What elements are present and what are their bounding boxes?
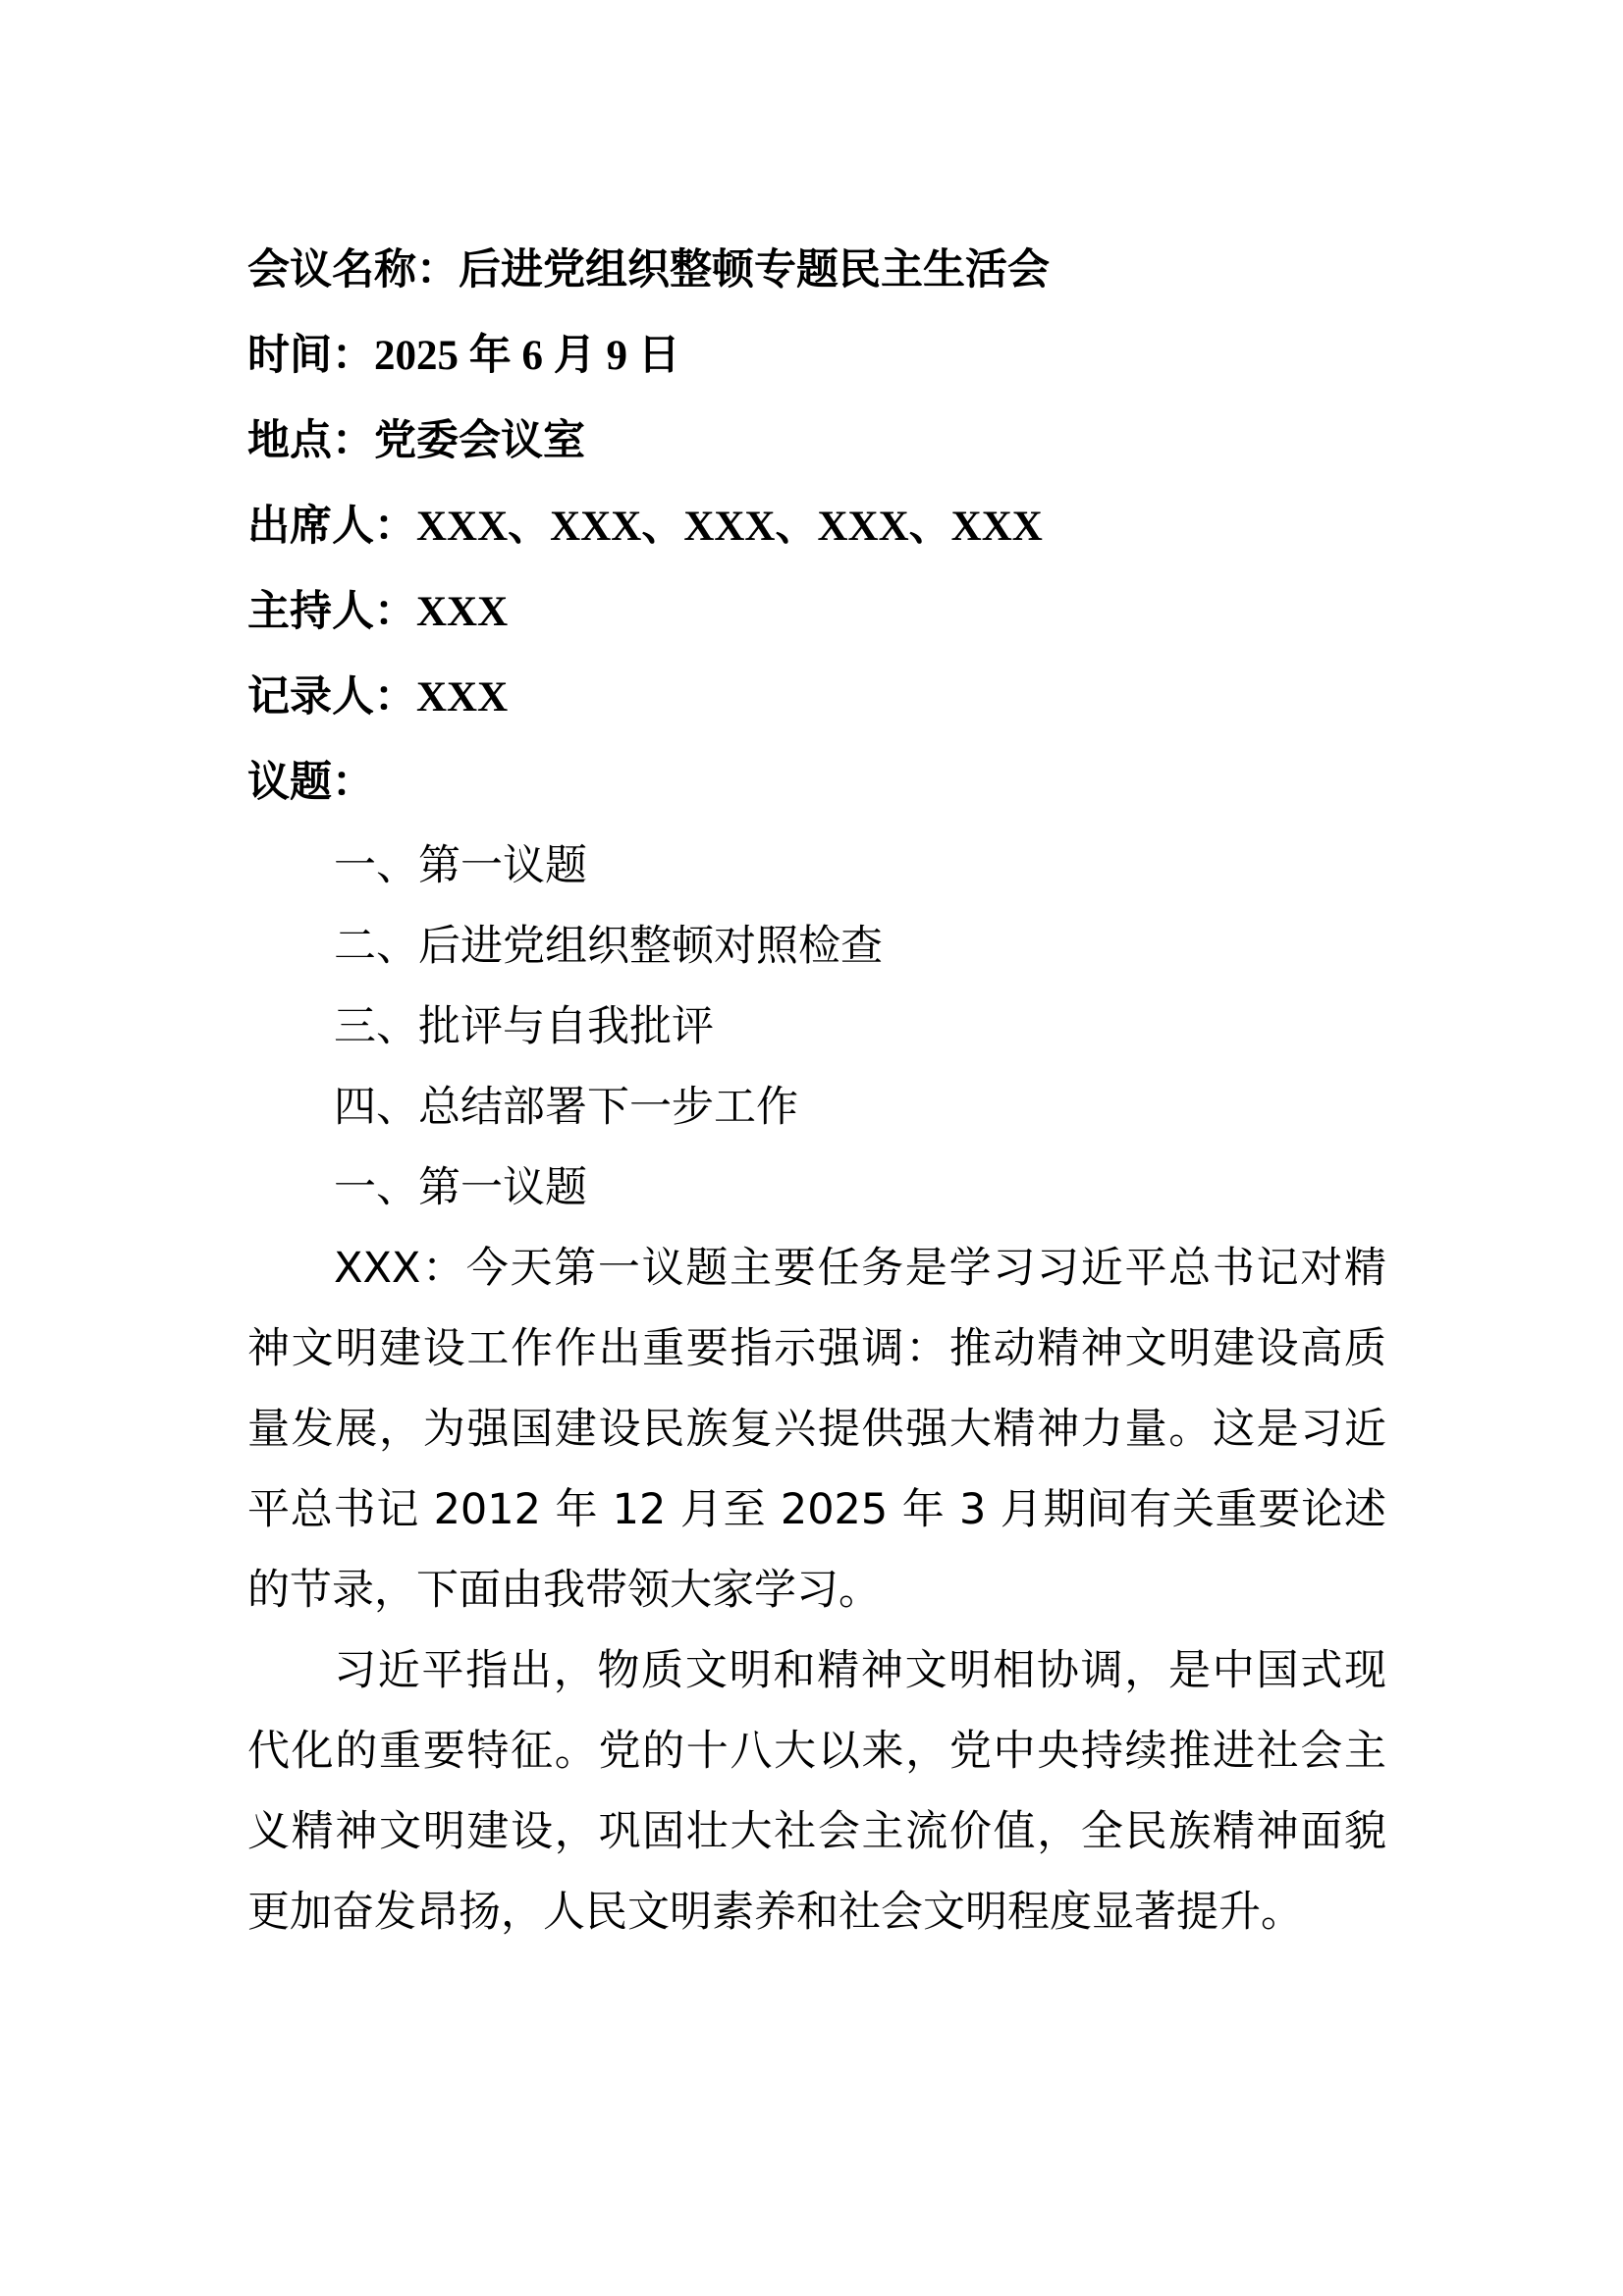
meeting-name-label: 会议名称： <box>247 245 459 294</box>
attendees-line <box>247 484 1386 569</box>
recorder-label: 记录人： <box>247 672 416 721</box>
agenda-item: 一、第一议题 <box>334 841 587 890</box>
location-value: 党委会议室 <box>374 416 585 465</box>
agenda-item: 三、批评与自我批评 <box>334 1002 714 1051</box>
agenda-item: 二、后进党组织整顿对照检查 <box>334 922 883 971</box>
recorder-line <box>247 655 1386 740</box>
location-line <box>247 399 1386 484</box>
document-page <box>247 228 1386 1952</box>
section-heading: 一、第一议题 <box>334 1163 587 1212</box>
host-line <box>247 569 1386 655</box>
agenda-label: 议题： <box>247 758 374 807</box>
time-line <box>247 313 1386 399</box>
meeting-name-line <box>247 228 1386 313</box>
body-paragraph: 习近平指出，物质文明和精神文明相协调，是中国式现代化的重要特征。党的十八大以来，党中央持续推进社会主义精神文明建设，巩固壮大社会主流价值，全民族精神面貌更加奋发昂扬，人民文明素养和社会文明程度显著提升。 <box>247 1646 1386 1937</box>
recorder-value: XXX <box>416 674 509 721</box>
host-label: 主持人： <box>247 587 416 636</box>
attendees-value: XXX、XXX、XXX、XXX、XXX <box>416 504 1043 550</box>
time-label: 时间： <box>247 331 374 380</box>
body-paragraph: XXX：今天第一议题主要任务是学习习近平总书记对精神文明建设工作作出重要指示强调：推动精神文明建设高质量发展，为强国建设民族复兴提供强大精神力量。这是习近平总书记 2012 年 12 月至 2025 年 3 月期间有关重要论述的节录，下面由我带领大家学习。 <box>247 1244 1386 1615</box>
meeting-name-value: 后进党组织整顿专题民主生活会 <box>459 245 1050 294</box>
agenda-list <box>247 826 1386 1148</box>
agenda-item: 四、总结部署下一步工作 <box>334 1083 798 1132</box>
host-value: XXX <box>416 589 509 635</box>
attendees-label: 出席人： <box>247 502 416 551</box>
location-label: 地点： <box>247 416 374 465</box>
time-value: 2025 年 6 月 9 日 <box>374 333 680 379</box>
